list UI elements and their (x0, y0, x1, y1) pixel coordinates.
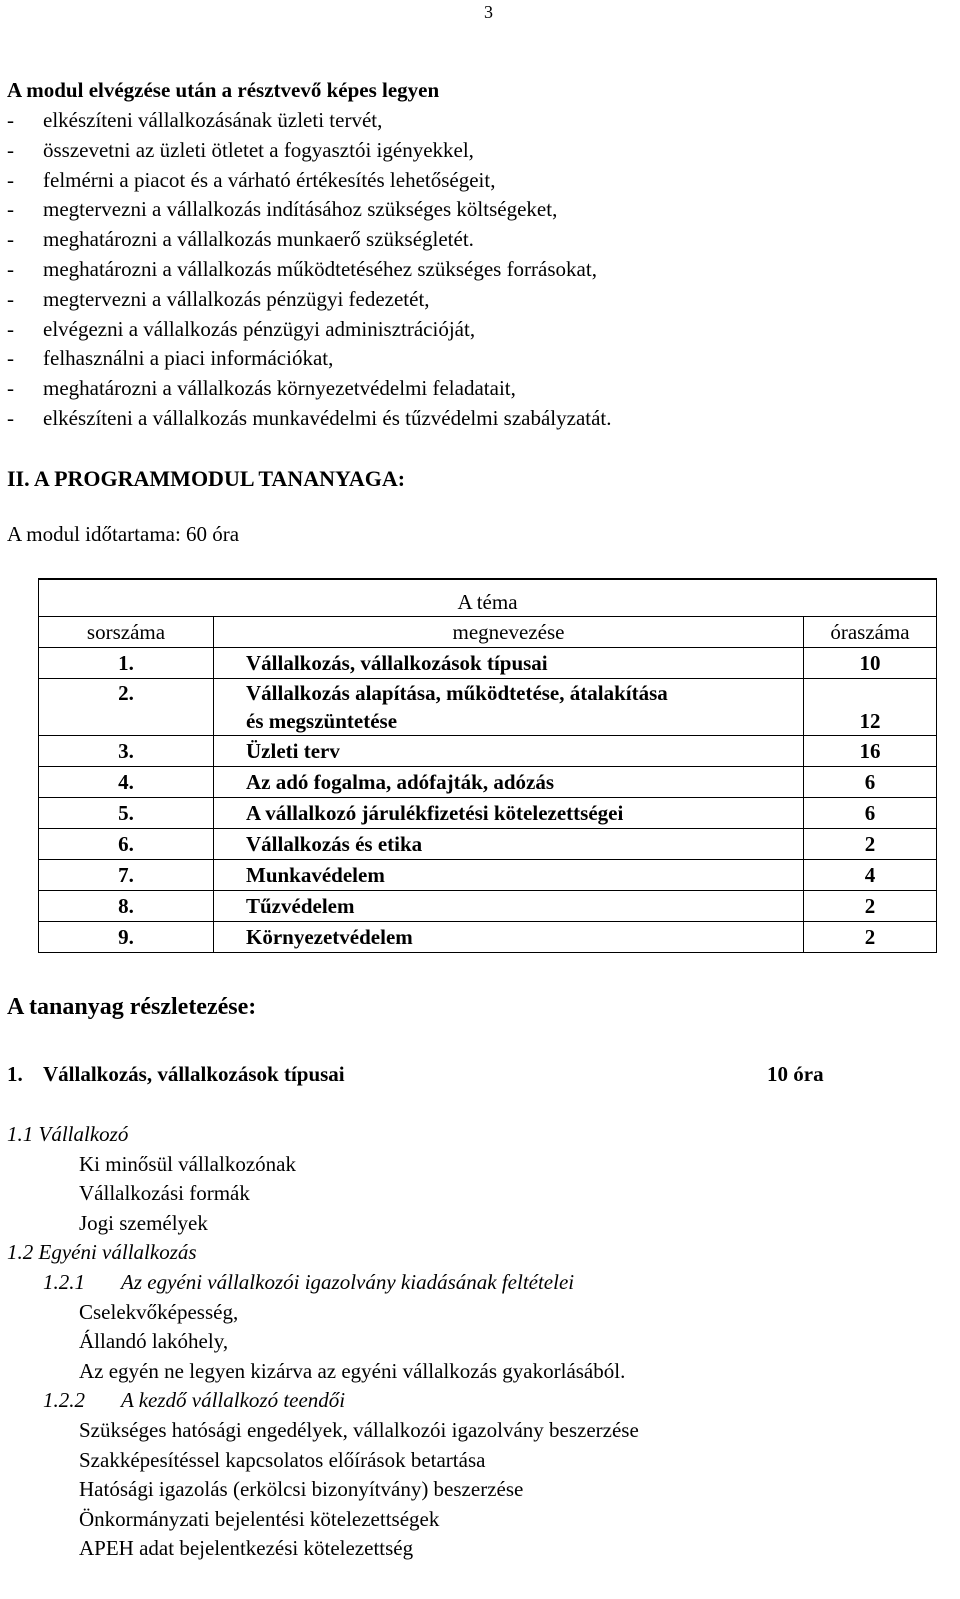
outcome-item: - meghatározni a vállalkozás működtetéséhez szükséges forrásokat, (7, 256, 597, 281)
subsection-title: Az egyéni vállalkozói igazolvány kiadásának feltételei (121, 1269, 575, 1294)
table-row: 7. Munkavédelem 4 (39, 860, 937, 891)
subsection-title: A kezdő vállalkozó teendői (121, 1388, 346, 1413)
outline-item: Önkormányzati bejelentési kötelezettségek (79, 1506, 440, 1531)
outcome-item: - megtervezni a vállalkozás pénzügyi fedezetét, (7, 286, 430, 311)
outline-item: Ki minősül vállalkozónak (79, 1151, 296, 1176)
outcome-item: - elkészíteni vállalkozásának üzleti tervét, (7, 108, 383, 132)
table-row: 9. Környezetvédelem 2 (39, 922, 937, 953)
table-row: 3. Üzleti terv 16 (39, 736, 937, 767)
table-row: 2. Vállalkozás alapítása, működtetése, átalakítása és megszüntetése 12 (39, 679, 937, 736)
page-number: 3 (484, 2, 493, 22)
outcome-item: - megtervezni a vállalkozás indításához szükséges költségeket, (7, 197, 558, 222)
outline-item: Az egyén ne legyen kizárva az egyéni vállalkozás gyakorlásából. (79, 1358, 626, 1383)
outline-item: Szakképesítéssel kapcsolatos előírások betartása (79, 1447, 486, 1472)
table-row: 8. Tűzvédelem 2 (39, 891, 937, 922)
topics-table (38, 578, 937, 953)
outline-item: Vállalkozási formák (79, 1181, 250, 1206)
outcome-item: - felhasználni a piaci információkat, (7, 346, 334, 371)
table-row: 1. Vállalkozás, vállalkozások típusai 10 (39, 648, 937, 679)
outline-section: 1.2 Egyéni vállalkozás (7, 1240, 197, 1265)
outline-item: Állandó lakóhely, (79, 1329, 229, 1354)
subsection-number: 1.2.2 (43, 1388, 85, 1413)
column-header-hours: óraszáma (804, 617, 937, 648)
outline-item: Jogi személyek (79, 1210, 208, 1235)
outcome-item: - meghatározni a vállalkozás környezetvédelmi feladatait, (7, 376, 516, 401)
outline-item: Hatósági igazolás (erkölcsi bizonyítvány) beszerzése (79, 1477, 524, 1502)
table-row: 6. Vállalkozás és etika 2 (39, 829, 937, 860)
subsection-number: 1.2.1 (43, 1269, 85, 1294)
column-header-number: sorszáma (39, 617, 214, 648)
outcome-item: - elkészíteni a vállalkozás munkavédelmi és tűzvédelmi szabályzatát. (7, 405, 612, 430)
outcomes-heading: A modul elvégzése után a résztvevő képes legyen (7, 78, 440, 102)
outcome-item: - meghatározni a vállalkozás munkaerő szükségletét. (7, 227, 474, 252)
outline-subsection (7, 1386, 639, 1416)
outline-item: Szükséges hatósági engedélyek, vállalkozói igazolvány beszerzése (79, 1417, 639, 1442)
row-name-line: Vállalkozás alapítása, működtetése, átalakítása (246, 681, 668, 705)
module-duration: A modul időtartama: 60 óra (7, 522, 240, 546)
column-header-name: megnevezése (214, 617, 804, 648)
table-group-header: A téma (39, 579, 937, 617)
chapter-hours: 10 óra (767, 1062, 824, 1086)
outcomes-list (7, 106, 612, 434)
outcome-item: - felmérni a piacot és a várható értékesítés lehetőségeit, (7, 167, 496, 192)
outcome-item: - elvégezni a vállalkozás pénzügyi adminisztrációját, (7, 316, 476, 341)
chapter-title: Vállalkozás, vállalkozások típusai (43, 1062, 345, 1086)
detail-heading: A tananyag részletezése: (7, 994, 257, 1020)
section-title: II. A PROGRAMMODUL TANANYAGA: (7, 466, 406, 491)
outline-section: 1.1 Vállalkozó (7, 1122, 129, 1146)
outline-item: APEH adat bejelentkezési kötelezettség (79, 1536, 414, 1561)
chapter-number: 1. (7, 1062, 23, 1086)
table-row: 4. Az adó fogalma, adófajták, adózás 6 (39, 767, 937, 798)
outline-item: Cselekvőképesség, (79, 1299, 239, 1324)
table-row: 5. A vállalkozó járulékfizetési kötelezettségei 6 (39, 798, 937, 829)
outcome-item: - összevetni az üzleti ötletet a fogyasztói igényekkel, (7, 137, 474, 162)
outline (7, 1120, 639, 1564)
row-name-line: és megszüntetése (246, 709, 398, 733)
outline-subsection (7, 1268, 639, 1298)
